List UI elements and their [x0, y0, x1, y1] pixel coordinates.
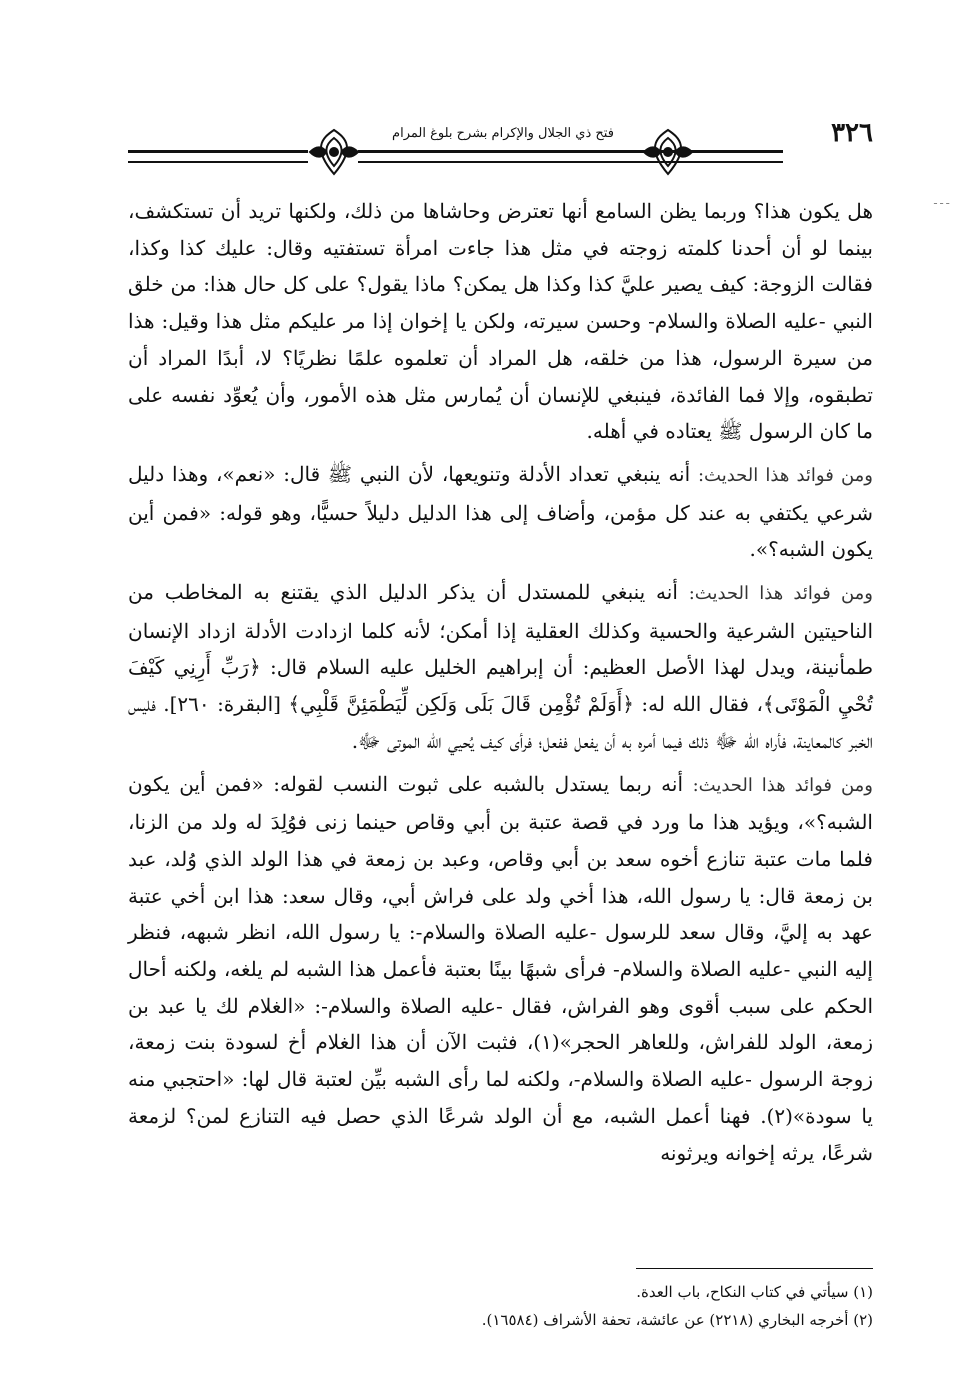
margin-mark: ـ ـ ـ	[934, 196, 950, 207]
paragraph-text: هل يكون هذا؟ وربما يظن السامع أنها تعترض وحاشاها من ذلك، ولكنها تريد أن تستكشف، بينما لو أن أحدنا كلمته زوجته في مثل هذا جاءت امرأة تستفتيه وقال: عليك كذا وكذا، فقالت الزوجة: كيف يصير عليَّ كذا وكذا هل يمكن؟ ماذا يقول؟ على كل حال هذا: من خلق النبي -عليه الصلاة والسلام- وحسن سيرته، ولكن يا إخوان إذا مر عليكم مثل هذا وقيل: هذا من سيرة الرسول، هذا من خلقه، هل المراد أن تعلموه علمًا نظريًا؟ لا، أبدًا المراد أن تطبقوه، وإلا فما الفائدة، فينبغي للإنسان أن يُمارس مثل هذه الأمور، وأن يُعوِّد نفسه على ما كان الرسول ﷺ يعتاده في أهله.	[128, 199, 873, 444]
paragraph-text: أنه ربما يستدل بالشبه على ثبوت النسب لقوله: «فمن أين يكون الشبه؟»، ويؤيد هذا ما ورد في قصة عتبة بن أبي وقاص حينما زنى فوُلِدَ له ولد من الزنا، فلما مات عتبة تنازع أخوه سعد بن أبي وقاص، وعبد بن زمعة في هذا الولد الذي وُلد، عبد بن زمعة قال: يا رسول الله، هذا أخي ولد على فراش أبي، وقال سعد: هذا ابن أخي عتبة عهد به إليَّ، وقال سعد للرسول -عليه الصلاة والسلام-: يا رسول الله، انظر شبهه، فنظر إليه النبي -عليه الصلاة والسلام- فرأى شبهًا بينًا بعتبة فأعمل هذا الشبه لم يلغه، ولكنه أحال الحكم على سبب أقوى وهو الفراش، فقال -عليه الصلاة والسلام-: «الغلام لك يا عبد بن زمعة، الولد للفراش، وللعاهر الحجر»(١)، فثبت الآن أن هذا الغلام أخ لسودة بنت زمعة، زوجة الرسول -عليه الصلاة والسلام-، ولكنه لما رأى الشبه بيِّن لعتبة قال لها: «احتجبي منه يا سودة»(٢). فهنا أعمل الشبه، مع أن الولد شرعًا الذي حصل فيه التنازع لمن؟ لزمعة شرعًا، يرثه إخوانه ويرثونه	[128, 771, 873, 1165]
paragraph	[128, 193, 873, 450]
page-number: ٣٢٦	[831, 118, 873, 148]
paragraph-lead: ومن فوائد هذا الحديث:	[697, 464, 873, 486]
running-title: فتح ذي الجلال والإكرام بشرح بلوغ المرام	[392, 126, 614, 141]
floral-ornament-icon	[638, 122, 698, 182]
header-rule-left	[128, 150, 308, 163]
footnote-divider	[636, 1268, 873, 1269]
footnote: (٢) أخرجه البخاري (٢٢١٨) عن عائشة، تحفة الأشراف (١٦٥٨٤).	[481, 1311, 873, 1329]
main-text	[128, 193, 873, 1177]
page-header	[128, 112, 873, 182]
paragraph	[128, 456, 873, 568]
paragraph-text: أنه ينبغي تعداد الأدلة وتنويعها، لأن النبي ﷺ قال: «نعم»، وهذا دليل شرعي يكتفي به عند كل مؤمن، وأضاف إلى هذا الدليل دليلاً حسيًّا، وهو قوله: «فمن أين يكون الشبه؟».	[128, 461, 873, 562]
floral-ornament-icon	[304, 122, 364, 182]
header-rule-middle	[358, 150, 783, 163]
paragraph-lead: ومن فوائد هذا الحديث:	[692, 774, 874, 796]
paragraph	[128, 574, 873, 760]
paragraph-text: أنه ينبغي للمستدل أن يذكر الدليل الذي يقتنع به المخاطب من الناحيتين الشرعية والحسية وكذلك العقلية إذا أمكن؛ لأنه كلما ازدادت الأدلة ازداد الإنسان طمأنينة، ويدل لهذا الأصل العظيم: أن إبراهيم الخليل عليه السلام قال: ﴿رَبِّ أَرِنِي كَيْفَ تُحْيِ الْمَوْتَى﴾، فقال الله له: ﴿أَوَلَمْ تُؤْمِن قَالَ بَلَى وَلَكِن لِّيَطْمَئِنَّ قَلْبِي﴾ [البقرة: ٢٦٠]. فليس الخبر كالمعاينة، فأراه الله ﷻ ذلك فيما أمره به أن يفعل ففعل؛ فرأى كيف يُحيي الله الموتى ﷻ.	[128, 580, 873, 753]
paragraph	[128, 766, 873, 1172]
paragraph-lead: ومن فوائد هذا الحديث:	[688, 583, 873, 605]
footnotes	[400, 1278, 873, 1334]
footnote: (١) سيأتي في كتاب النكاح، باب العدة.	[636, 1283, 873, 1301]
